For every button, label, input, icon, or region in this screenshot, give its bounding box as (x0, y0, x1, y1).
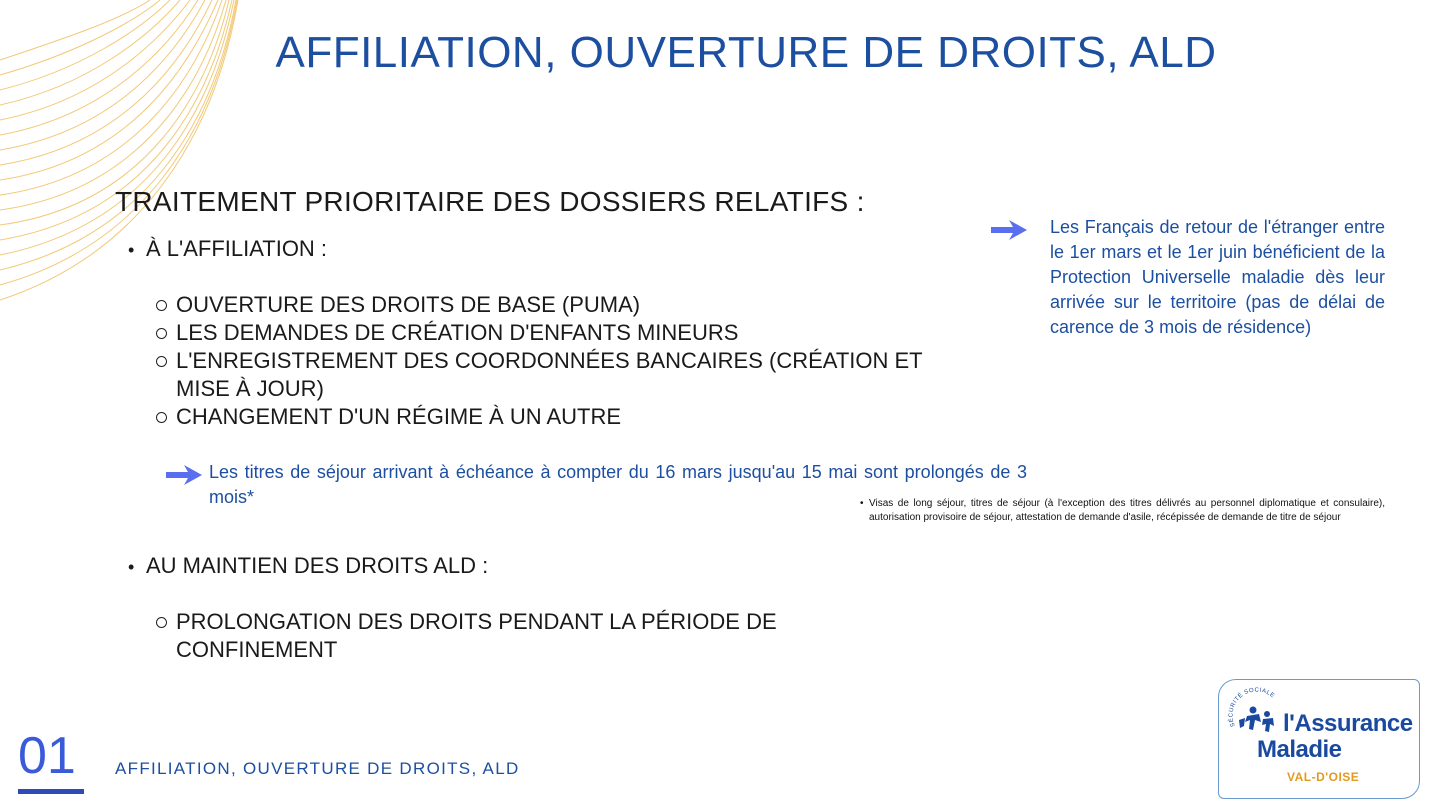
right-arrow-icon (166, 463, 204, 487)
list-item (156, 403, 976, 431)
bullet-dot: • (128, 240, 135, 260)
footnote (860, 497, 1385, 525)
footnote-text: Visas de long séjour, titres de séjour (à l'exception des titres délivrés au personnel diplomatique et consulaire), autorisation provisoire de séjour, attestation de demande d'asile, récépissée de demande de titre de séjour (869, 498, 1385, 523)
residence-permit-note: Les titres de séjour arrivant à échéance à compter du 16 mars jusqu'au 15 mai sont prolongés de 3 mois* (209, 462, 1027, 507)
section-ald (128, 553, 488, 579)
list-item-text: OUVERTURE DES DROITS DE BASE (PUMA) (176, 292, 641, 317)
list-item-text: CHANGEMENT D'UN RÉGIME À UN AUTRE (176, 404, 622, 429)
circle-bullet-icon (156, 328, 167, 339)
page-number: 01 (18, 727, 76, 785)
french-returnees-note: Les Français de retour de l'étranger entre le 1er mars et le 1er juin bénéficient de la Protection Universelle maladie dès leur arrivée sur le territoire (pas de délai de carence de 3 mois de résidence) (1050, 217, 1385, 337)
list-item (156, 291, 976, 319)
logo-brand-line2: Maladie (1257, 736, 1342, 763)
circle-bullet-icon (156, 617, 167, 628)
list-item-text: PROLONGATION DES DROITS PENDANT LA PÉRIODE DE CONFINEMENT (176, 609, 777, 662)
list-item (156, 347, 976, 403)
list-item-text: L'ENREGISTREMENT DES COORDONNÉES BANCAIRES (CRÉATION ET MISE À JOUR) (176, 348, 923, 401)
logo-brand-line1: l'Assurance (1283, 710, 1413, 737)
list-item (156, 319, 976, 347)
list-item-text: LES DEMANDES DE CRÉATION D'ENFANTS MINEURS (176, 320, 739, 345)
logo-department: VAL-D'OISE (1287, 770, 1360, 784)
list-item (156, 608, 856, 664)
slide-title: AFFILIATION, OUVERTURE DE DROITS, ALD (275, 28, 1217, 77)
emblem-arc-text: SÉCURITÉ SOCIALE (1228, 687, 1276, 728)
right-arrow-icon (991, 218, 1029, 242)
section-affiliation-label: À L'AFFILIATION : (146, 236, 328, 261)
assurance-maladie-logo (1218, 679, 1420, 799)
circle-bullet-icon (156, 300, 167, 311)
section-ald-label: AU MAINTIEN DES DROITS ALD : (146, 553, 489, 578)
section-affiliation (128, 236, 327, 262)
footer-section-label: AFFILIATION, OUVERTURE DE DROITS, ALD (115, 759, 520, 778)
circle-bullet-icon (156, 356, 167, 367)
section-subtitle: TRAITEMENT PRIORITAIRE DES DOSSIERS RELATIFS : (115, 186, 865, 217)
circle-bullet-icon (156, 412, 167, 423)
bullet-dot: • (128, 557, 135, 577)
bullet-dot: • (860, 498, 864, 509)
page-number-underline (18, 789, 84, 794)
